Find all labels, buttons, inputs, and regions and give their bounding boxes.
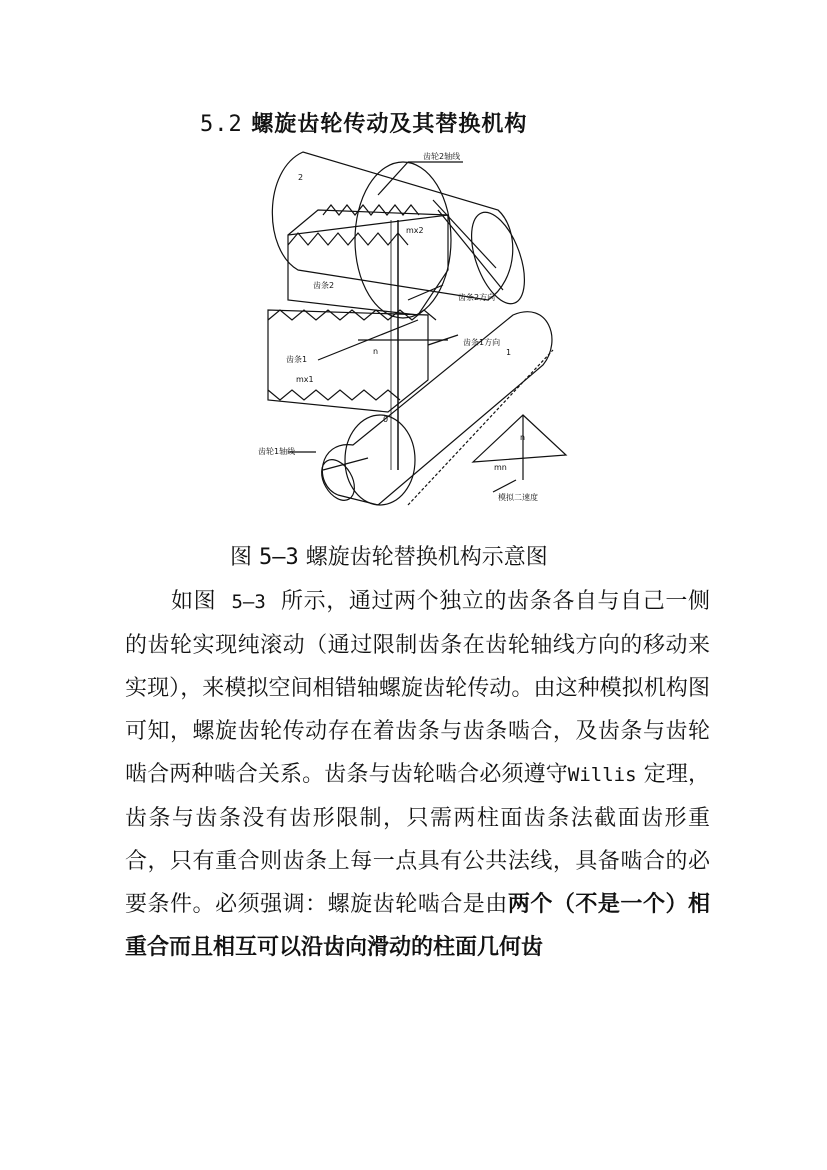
gear2-cylinder [272, 152, 512, 300]
label-rack2: 齿条2 [313, 281, 335, 290]
caption-text: 螺旋齿轮替换机构示意图 [305, 545, 548, 570]
para-bold-emphasis: 两个（不是一个）相重合而且相互可以沿齿向滑动的柱面几何齿 [125, 891, 710, 960]
section-number: 5.2 [200, 112, 243, 137]
para-fig-ref: 5—3 [231, 591, 266, 613]
figure-caption [230, 540, 650, 571]
gear2-pitch-circle [355, 162, 451, 318]
caption-prefix: 图 [230, 545, 253, 570]
caption-number: 5—3 [259, 545, 299, 570]
gear1-pitch-circle [345, 415, 415, 505]
label-gear2-axis: 齿轮2轴线 [423, 152, 461, 161]
para-willis: Willis [567, 764, 637, 786]
label-n: n [373, 347, 379, 356]
label-rack1: 齿条1 [286, 355, 308, 364]
para-text-2: 定理，齿条与齿条没有齿形限制，只需两柱面齿条法截面齿形重合，只有重合则齿条上每一点具有公共法线，具备啮合的必要条件。必须强调：螺旋齿轮啮合是由 [125, 762, 710, 917]
label-num1: 1 [506, 348, 512, 357]
label-speed: 模拟二速度 [498, 493, 538, 502]
section-heading: 螺旋齿轮传动及其替换机构 [251, 111, 528, 137]
mechanism-diagram [258, 140, 578, 525]
para-intro: 如图 [171, 589, 217, 614]
label-num2: 2 [298, 173, 304, 182]
label-mx1: mx1 [296, 375, 314, 384]
label-mn: mn [494, 463, 507, 472]
label-axis-mid: 齿条1方向 [463, 338, 501, 347]
label-o: 0 [383, 415, 389, 424]
label-axis-right: 齿条2方向 [458, 293, 496, 302]
label-gear1-axis: 齿轮1轴线 [258, 447, 296, 456]
gear-mechanism-figure [258, 140, 578, 525]
rack2-teeth [288, 233, 408, 245]
label-mx2: mx2 [406, 226, 424, 235]
rack2-body [288, 215, 448, 315]
body-paragraph [125, 580, 710, 969]
label-n-triangle: n [520, 433, 526, 442]
section-title [200, 107, 527, 138]
para-text-1: 所示，通过两个独立的齿条各自与自己一侧的齿轮实现纯滚动（通过限制齿条在齿轮轴线方向的移动来实现），来模拟空间相错轴螺旋齿轮传动。由这种模拟机构图可知，螺旋齿轮传动存在着齿条与齿条啮合，及齿条与齿轮啮合两种啮合关系。齿条与齿轮啮合必须遵守 [125, 589, 710, 787]
